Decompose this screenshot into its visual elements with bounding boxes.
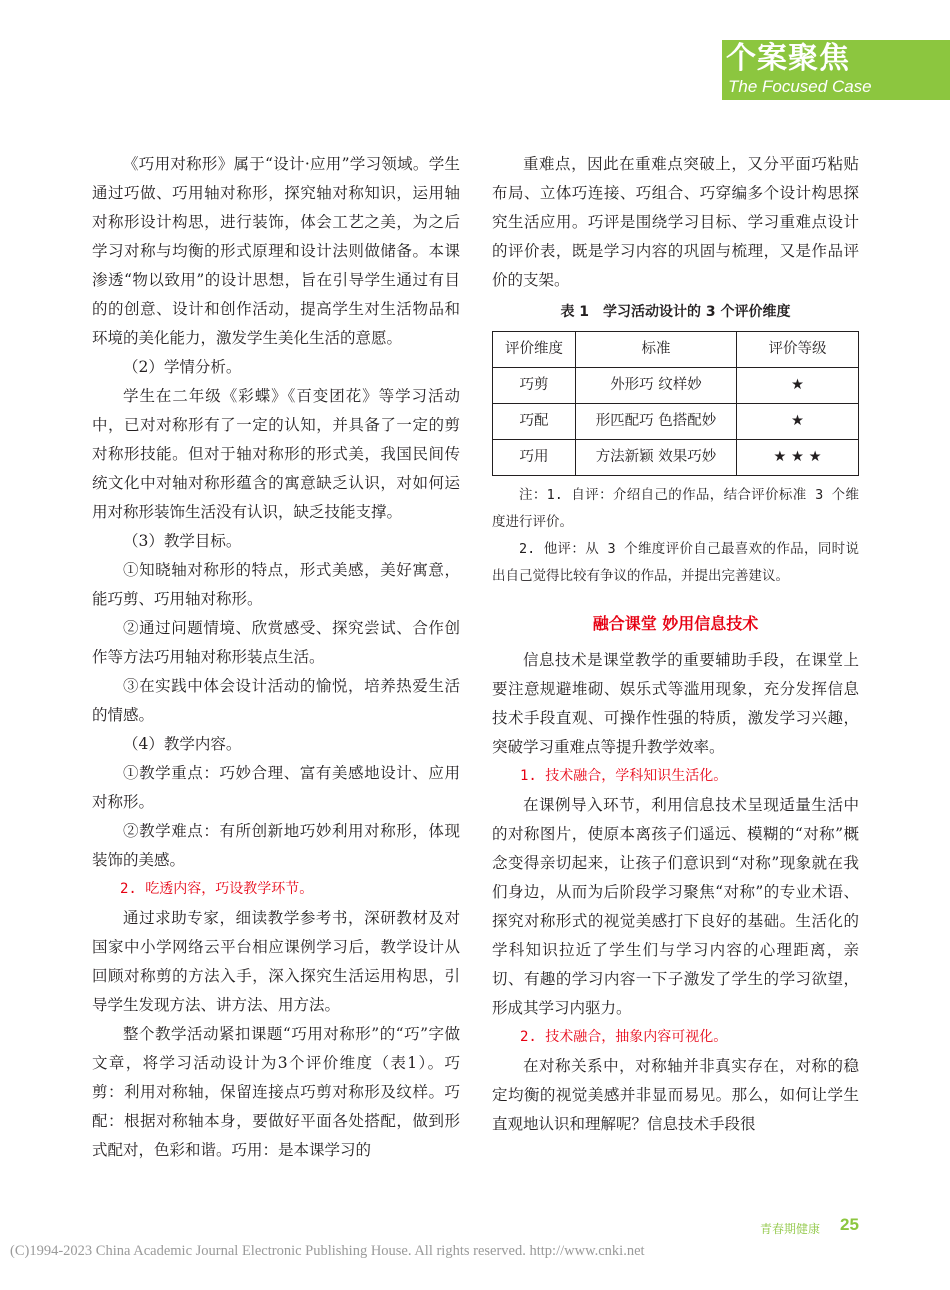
journal-name: 青春期健康 (760, 1222, 821, 1236)
section-heading: 融合课堂 妙用信息技术 (592, 614, 759, 633)
section-subtitle: The Focused Case (728, 77, 872, 96)
table-row (493, 440, 859, 476)
table-cell: 外形巧 纹样妙 (576, 368, 737, 404)
table-cell: 方法新颖 效果巧妙 (576, 440, 737, 476)
paragraph: 在课例导入环节，利用信息技术呈现适量生活中的对称图片，使原本离孩子们遥远、模糊的“对称”概念变得亲切起来，让孩子们意识到“对称”现象就在我们身边，从而为后阶段学习聚焦“对称”的专业术语、探究对称形式的视觉美感打下良好的基础。生活化的学科知识拉近了学生们与学习内容的心理距离，亲切、有趣的学习内容一下子激发了学生的学习欲望，形成其学习内驱力。 (492, 796, 859, 1017)
paragraph: 整个教学活动紧扣课题“巧用对称形”的“巧”字做文章，将学习活动设计为3个评价维度（表1）。巧剪：利用对称轴，保留连接点巧剪对称形及纹样。巧配：根据对称轴本身，要做好平面各处搭配，做到形式配对，色彩和谐。巧用：是本课学习的 (92, 1025, 460, 1159)
list-item: ②教学难点：有所创新地巧妙利用对称形，体现装饰的美感。 (92, 822, 460, 869)
copyright-line: (C)1994-2023 China Academic Journal Electronic Publishing House. All rights reserved. http://www.cnki.net (10, 1243, 645, 1259)
list-item: ①教学重点：巧妙合理、富有美感地设计、应用对称形。 (92, 764, 460, 811)
star-rating: ★ (737, 404, 859, 440)
paragraph: 通过求助专家，细读教学参考书，深研教材及对国家中小学网络云平台相应课例学习后，教学设计从回顾对称剪的方法入手，深入探究生活运用构思，引导学生发现方法、讲方法、用方法。 (92, 909, 460, 1014)
table-caption: 表 1 学习活动设计的 3 个评价维度 (560, 304, 791, 320)
table-header-cell: 评价维度 (493, 332, 576, 368)
table-row (493, 368, 859, 404)
paragraph: 重难点，因此在重难点突破上，又分平面巧粘贴布局、立体巧连接、巧组合、巧穿编多个设计构思探究生活应用。巧评是围绕学习目标、学习重难点设计的评价表，既是学习内容的巩固与梳理，又是作品评价的支架。 (492, 155, 859, 289)
table-cell: 巧用 (493, 440, 576, 476)
table-cell: 形匹配巧 色搭配妙 (576, 404, 737, 440)
table-header-cell: 标准 (576, 332, 737, 368)
list-item: ①知晓轴对称形的特点，形式美感，美好寓意，能巧剪、巧用轴对称形。 (92, 561, 460, 608)
table-note: 注：1. 自评：介绍自己的作品，结合评价标准 3 个维度进行评价。 (492, 487, 859, 530)
left-column (92, 150, 460, 1165)
table-cell: 巧配 (493, 404, 576, 440)
paragraph: 《巧用对称形》属于“设计·应用”学习领域。学生通过巧做、巧用轴对称形，探究轴对称知识，运用轴对称形设计构思，进行装饰，体会工艺之美，为之后学习对称与均衡的形式原理和设计法则做储备。本课渗透“物以致用”的设计思想，旨在引导学生通过有目的的创意、设计和创作活动，提高学生对生活物品和环境的美化能力，激发学生美化生活的意愿。 (92, 155, 460, 347)
red-subheading: 2. 技术融合，抽象内容可视化。 (520, 1029, 728, 1045)
table-header-cell: 评价等级 (737, 332, 859, 368)
page-number: 25 (840, 1215, 859, 1234)
paragraph: 信息技术是课堂教学的重要辅助手段，在课堂上要注意规避堆砌、娱乐式等滥用现象，充分发挥信息技术手段直观、可操作性强的特质，激发学习兴趣，突破学习重难点等提升教学效率。 (492, 651, 859, 756)
paragraph: 学生在二年级《彩蝶》《百变团花》等学习活动中，已对对称形有了一定的认知，并具备了一定的剪对称形技能。但对于轴对称形的形式美，我国民间传统文化中对轴对称形蕴含的寓意缺乏认识，对如何运用对称形装饰生活没有认识，缺乏技能支撑。 (92, 387, 460, 521)
table-cell: 巧剪 (493, 368, 576, 404)
table-notes (492, 482, 859, 590)
red-subheading: 1. 技术融合，学科知识生活化。 (520, 768, 728, 784)
red-subheading: 2. 吃透内容，巧设教学环节。 (120, 881, 314, 897)
table-header-row (493, 332, 859, 368)
section-title: 个案聚焦 (726, 41, 850, 76)
paragraph: 在对称关系中，对称轴并非真实存在，对称的稳定均衡的视觉美感并非显而易见。那么，如何让学生直观地认识和理解呢？信息技术手段很 (492, 1057, 859, 1133)
right-column (492, 150, 859, 1139)
subheading: （2）学情分析。 (123, 358, 242, 376)
star-rating: ★ (737, 368, 859, 404)
subheading: （3）教学目标。 (123, 532, 242, 550)
subheading: （4）教学内容。 (123, 735, 242, 753)
table-note: 2. 他评：从 3 个维度评价自己最喜欢的作品，同时说出自己觉得比较有争议的作品，并提出完善建议。 (492, 541, 859, 584)
evaluation-table (492, 331, 859, 476)
list-item: ②通过问题情境、欣赏感受、探究尝试、合作创作等方法巧用轴对称形装点生活。 (92, 619, 460, 666)
star-rating: ★ ★ ★ (737, 440, 859, 476)
table-row (493, 404, 859, 440)
list-item: ③在实践中体会设计活动的愉悦，培养热爱生活的情感。 (92, 677, 460, 724)
